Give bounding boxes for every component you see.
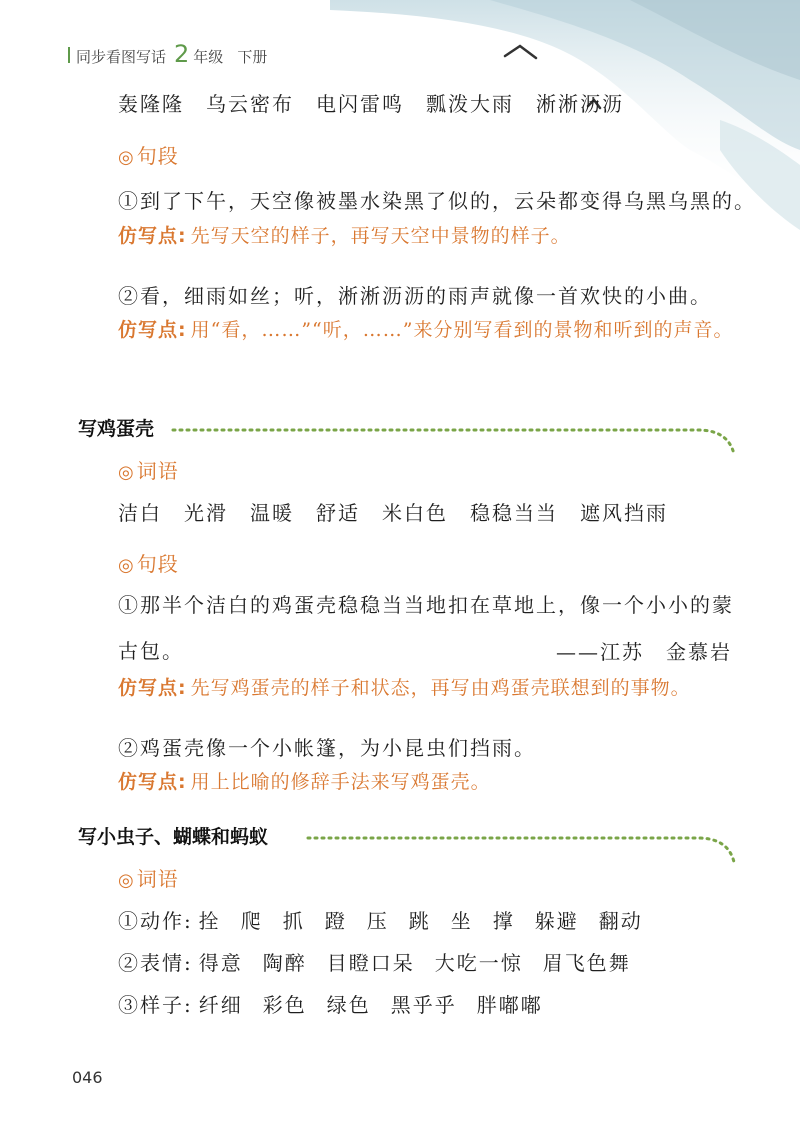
word-item: 纤细 [198, 993, 243, 1017]
word-item: 彩色 [262, 993, 307, 1017]
word-item: 蹬 [324, 909, 347, 933]
insect-appearance-list [118, 989, 736, 1018]
tip-text: 先写鸡蛋壳的样子和状态，再写由鸡蛋壳联想到的事物。 [190, 677, 691, 699]
insect-action-list [118, 905, 736, 934]
word-item: 翻动 [598, 909, 643, 933]
double-circle-icon: ◎ [118, 870, 135, 891]
section-header-insects [78, 822, 738, 856]
word-item: 温暖 [250, 501, 294, 525]
word-item: 目瞪口呆 [326, 951, 415, 975]
word-item: 爬 [240, 909, 263, 933]
double-circle-icon: ◎ [118, 462, 135, 483]
word-item: 大吃一惊 [434, 951, 523, 975]
grade-label: 年级 [193, 48, 224, 66]
word-item: 陶醉 [262, 951, 307, 975]
subheading-label: 词语 [136, 867, 179, 891]
egg-sentence-2: ②鸡蛋壳像一个小帐篷，为小昆虫们挡雨。 [118, 736, 536, 760]
word-item: 舒适 [316, 501, 360, 525]
subheading-words [118, 455, 179, 484]
egg-sentence-1: ①那半个洁白的鸡蛋壳稳稳当当地扣在草地上，像一个小小的蒙古包。 [118, 593, 734, 663]
rain-sentence-1: ①到了下午，天空像被墨水染黑了似的，云朵都变得乌黑乌黑的。 [118, 189, 756, 213]
word-item: 跳 [408, 909, 431, 933]
list-label: ①动作: [118, 909, 193, 933]
word-item: 压 [366, 909, 389, 933]
word-item: 黑乎乎 [390, 993, 457, 1017]
rain-tip-1 [118, 213, 740, 259]
subheading-label: 词语 [136, 459, 179, 483]
word-item: 坐 [450, 909, 473, 933]
tip-label: 仿写点: [118, 225, 187, 247]
rain-sentence-2: ②看，细雨如丝；听，淅淅沥沥的雨声就像一首欢快的小曲。 [118, 284, 712, 308]
header-bar [68, 47, 70, 63]
tip-label: 仿写点: [118, 677, 187, 699]
word-item: 绿色 [326, 993, 371, 1017]
egg-tip-1 [118, 665, 740, 711]
double-circle-icon: ◎ [118, 555, 135, 576]
book-title: 同步看图写话 [76, 48, 167, 66]
tip-label: 仿写点: [118, 771, 187, 793]
author-credit: ——江苏 金慕岩 [556, 640, 732, 664]
list-label: ②表情: [118, 951, 193, 975]
word-item: 洁白 [118, 501, 162, 525]
word-item: 得意 [198, 951, 243, 975]
subheading-words [118, 863, 179, 892]
word-item: 轰隆隆 [118, 92, 184, 116]
word-item: 眉飞色舞 [542, 951, 631, 975]
rain-tip-2 [118, 307, 740, 353]
volume-label: 下册 [237, 48, 268, 66]
word-item: 遮风挡雨 [580, 501, 668, 525]
word-item: 躲避 [534, 909, 579, 933]
insect-expression-list [118, 947, 736, 976]
subheading-label: 句段 [136, 144, 179, 168]
subheading-sentences [118, 140, 179, 169]
tip-text: 先写天空的样子，再写天空中景物的样子。 [190, 225, 571, 247]
word-item: 拴 [198, 909, 221, 933]
word-item: 抓 [282, 909, 305, 933]
word-item: 瓢泼大雨 [426, 92, 514, 116]
egg-word-list [118, 497, 736, 526]
word-item: 淅淅沥沥 [536, 92, 624, 116]
section-header-eggshell [78, 414, 738, 448]
word-item: 乌云密布 [206, 92, 294, 116]
section-title: 写小虫子、蝴蝶和蚂蚁 [78, 822, 274, 849]
subheading-sentences [118, 548, 179, 577]
word-item: 撑 [492, 909, 515, 933]
word-item: 米白色 [382, 501, 448, 525]
word-item: 电闪雷鸣 [316, 92, 404, 116]
word-item: 稳稳当当 [470, 501, 558, 525]
list-label: ③样子: [118, 993, 193, 1017]
tip-text: 用上比喻的修辞手法来写鸡蛋壳。 [190, 771, 491, 793]
page-number: 046 [72, 1068, 103, 1087]
book-header [68, 42, 267, 67]
tip-text: 用“看，……”“听，……”来分别写看到的景物和听到的声音。 [190, 319, 734, 341]
subheading-label: 句段 [136, 552, 179, 576]
word-item: 胖嘟嘟 [476, 993, 543, 1017]
egg-tip-2 [118, 759, 740, 805]
rain-word-list [118, 88, 736, 117]
section-title: 写鸡蛋壳 [78, 414, 160, 441]
tip-label: 仿写点: [118, 319, 187, 341]
word-item: 光滑 [184, 501, 228, 525]
grade-number: 2 [174, 40, 190, 68]
double-circle-icon: ◎ [118, 147, 135, 168]
